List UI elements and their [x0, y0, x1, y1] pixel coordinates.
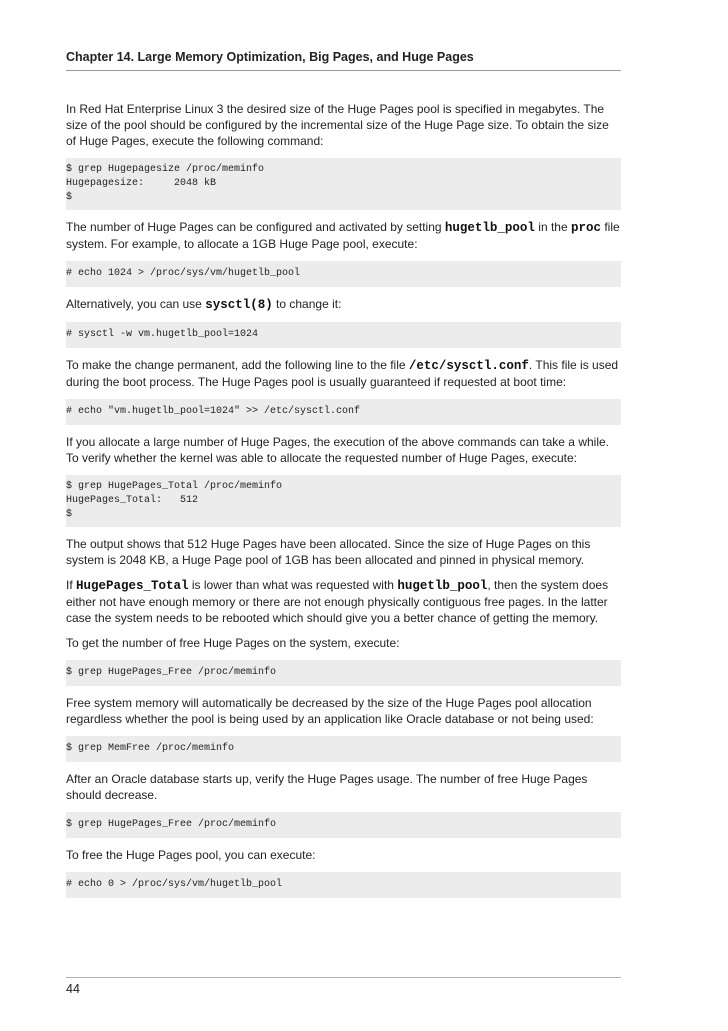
- inline-code: hugetlb_pool: [444, 221, 535, 235]
- paragraph: [66, 577, 621, 626]
- document-page: [66, 0, 621, 1031]
- paragraph-text: To make the change permanent, add the following line to the file: [66, 358, 409, 372]
- chapter-header: Chapter 14. Large Memory Optimization, Big Pages, and Huge Pages: [66, 50, 474, 64]
- paragraph: [66, 296, 621, 313]
- header-divider: [66, 70, 621, 71]
- paragraph-text: file system. For example, to allocate a 1GB Huge Page pool, execute:: [66, 220, 620, 251]
- paragraph: Free system memory will automatically be decreased by the size of the Huge Pages pool allocation regardless whether the pool is being used by an application like Oracle database or not being used:: [66, 696, 594, 726]
- paragraph-text: The number of Huge Pages can be configured and activated by setting: [66, 220, 445, 234]
- code-block: [66, 660, 621, 686]
- paragraph: If you allocate a large number of Huge Pages, the execution of the above commands can take a while. To verify whether the kernel was able to allocate the requested number of Huge Pages, execute:: [66, 435, 609, 465]
- code-block: [66, 475, 621, 527]
- inline-code: hugetlb_pool: [397, 579, 488, 593]
- page-content: [66, 101, 621, 907]
- inline-code: /etc/sysctl.conf: [408, 359, 529, 373]
- paragraph: To get the number of free Huge Pages on the system, execute:: [66, 636, 400, 650]
- code-line: $ grep Hugepagesize /proc/meminfo: [66, 164, 265, 175]
- paragraph-text: , then the system does either not have enough memory or there are not enough physically contiguous free pages. In the latter case the system needs to be rebooted which should give you a better chance of getting the memory.: [66, 578, 609, 625]
- code-line: $ grep MemFree /proc/meminfo: [66, 743, 235, 754]
- paragraph: After an Oracle database starts up, verify the Huge Pages usage. The number of free Huge Pages should decrease.: [66, 772, 588, 802]
- inline-code: proc: [570, 221, 601, 235]
- paragraph-text: . This file is used during the boot process. The Huge Pages pool is usually guaranteed if requested at boot time:: [66, 358, 619, 389]
- paragraph-text: in the: [534, 220, 571, 234]
- code-line: $ grep HugePages_Free /proc/meminfo: [66, 819, 277, 830]
- paragraph-text: Alternatively, you can use: [66, 297, 206, 311]
- page-number: 44: [66, 982, 80, 996]
- code-block: [66, 322, 621, 348]
- code-block: [66, 736, 621, 762]
- paragraph: [66, 219, 621, 252]
- code-line: $ grep HugePages_Total /proc/meminfo: [66, 481, 283, 492]
- code-line: HugePages_Total: 512: [66, 495, 199, 506]
- inline-code: sysctl(8): [205, 298, 273, 312]
- footer-divider: [66, 977, 621, 978]
- code-block: [66, 261, 621, 287]
- paragraph-text: to change it:: [272, 297, 342, 311]
- code-block: [66, 812, 621, 838]
- code-line: # echo "vm.hugetlb_pool=1024" >> /etc/sysctl.conf: [66, 406, 361, 417]
- code-line: $: [66, 192, 73, 203]
- code-line: Hugepagesize: 2048 kB: [66, 178, 217, 189]
- code-block: [66, 872, 621, 898]
- code-block: [66, 158, 621, 210]
- paragraph: In Red Hat Enterprise Linux 3 the desired size of the Huge Pages pool is specified in megabytes. The size of the pool should be configured by the incremental size of the Huge Page size. To obtain the size of Huge Pages, execute the following command:: [66, 102, 609, 148]
- inline-code: HugePages_Total: [76, 579, 189, 593]
- code-line: # echo 1024 > /proc/sys/vm/hugetlb_pool: [66, 268, 301, 279]
- code-line: $: [66, 509, 73, 520]
- code-line: # echo 0 > /proc/sys/vm/hugetlb_pool: [66, 879, 283, 890]
- paragraph: The output shows that 512 Huge Pages have been allocated. Since the size of Huge Pages on this system is 2048 KB, a Huge Page pool of 1GB has been allocated and pinned in physical memory.: [66, 537, 591, 567]
- code-line: $ grep HugePages_Free /proc/meminfo: [66, 667, 277, 678]
- paragraph: To free the Huge Pages pool, you can execute:: [66, 848, 316, 862]
- paragraph-text: is lower than what was requested with: [188, 578, 398, 592]
- code-block: [66, 399, 621, 425]
- paragraph: [66, 357, 621, 390]
- code-line: # sysctl -w vm.hugetlb_pool=1024: [66, 329, 259, 340]
- paragraph-text: If: [66, 578, 77, 592]
